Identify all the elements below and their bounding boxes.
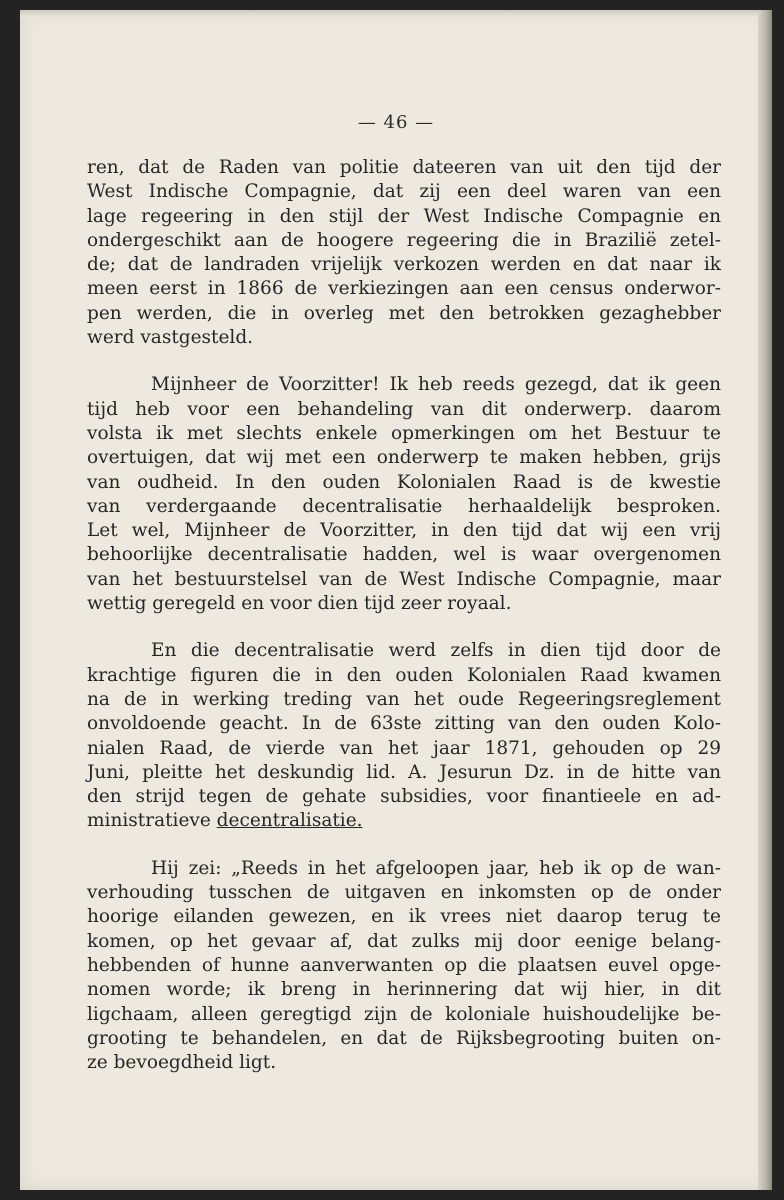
text-line: tijd heb voor een behandeling van dit onderwerp. daarom (87, 398, 721, 420)
text-line: na de in werking treding van het oude Regeeringsreglement (87, 688, 721, 710)
text-line: Mijnheer de Voorzitter! Ik heb reeds gezegd, dat ik geen (151, 374, 721, 396)
text-line: krachtige figuren die in den ouden Kolonialen Raad kwamen (87, 664, 721, 686)
text-line: ligchaam, alleen geregtigd zijn de koloniale huishoudelijke be- (87, 1003, 721, 1025)
text-line: lage regeering in den stijl der West Indische Compagnie en (87, 205, 721, 227)
text-line: ondergeschikt aan de hoogere regeering die in Brazilië zetel- (87, 229, 721, 251)
page-number: — 46 — (357, 112, 435, 133)
text-line: volsta ik met slechts enkele opmerkingen om het Bestuur te (87, 422, 721, 444)
text-line: grooting te behandelen, en dat de Rijksbegrooting buiten on- (87, 1027, 721, 1049)
text-line: pen werden, die in overleg met den betrokken gezaghebber (87, 302, 721, 324)
text-line (87, 809, 721, 833)
text-fragment: ministratieve (87, 810, 217, 832)
underlined-word: decentralisatie. (216, 810, 363, 832)
page-top-edge (20, 10, 772, 18)
text-line: den strijd tegen de gehate subsidies, voor finantieele en ad- (87, 786, 721, 808)
body-text (87, 156, 721, 1098)
text-line: behoorlijke decentralisatie hadden, wel is waar overgenomen (87, 544, 721, 566)
text-line: hebbenden of hunne aanverwanten op die plaatsen euvel opge- (87, 954, 721, 976)
book-page (20, 10, 772, 1190)
text-line: overtuigen, dat wij met een onderwerp te maken hebben, grijs (87, 447, 721, 469)
text-line: van oudheid. In den ouden Kolonialen Raad is de kwestie (87, 471, 721, 493)
text-line: nialen Raad, de vierde van het jaar 1871, gehouden op 29 (87, 737, 721, 759)
text-line: verhouding tusschen de uitgaven en inkomsten op de onder (87, 882, 721, 904)
text-line: wettig geregeld en voor dien tijd zeer royaal. (87, 593, 512, 615)
text-line: werd vastgesteld. (87, 327, 254, 349)
text-line: komen, op het gevaar af, dat zulks mij door eenige belang- (87, 930, 721, 952)
text-line: onvoldoende geacht. In de 63ste zitting van den ouden Kolo- (87, 713, 721, 735)
page-right-edge (758, 10, 772, 1190)
text-line: Juni, pleitte het deskundig lid. A. Jesurun Dz. in de hitte van (87, 761, 721, 783)
text-line: de; dat de landraden vrijelijk verkozen werden en dat naar ik (87, 254, 721, 276)
text-line: van verdergaande decentralisatie herhaaldelijk besproken. (87, 495, 721, 517)
paragraph-2 (87, 373, 721, 616)
text-line: En die decentralisatie werd zelfs in dien tijd door de (151, 640, 721, 662)
paragraph-4 (87, 857, 721, 1076)
paragraph-1 (87, 156, 721, 350)
text-line: van het bestuurstelsel van de West Indische Compagnie, maar (87, 568, 721, 590)
text-line: hoorige eilanden gewezen, en ik vrees niet daarop terug te (87, 906, 721, 928)
text-line: meen eerst in 1866 de verkiezingen aan een census onderwor- (87, 278, 721, 300)
text-line: ren, dat de Raden van politie dateeren van uit den tijd der (87, 157, 721, 178)
text-line: Let wel, Mijnheer de Voorzitter, in den tijd dat wij een vrij (87, 520, 721, 542)
text-line: Hij zei: „Reeds in het afgeloopen jaar, heb ik op de wan- (151, 857, 721, 879)
text-line: West Indische Compagnie, dat zij een deel waren van een (87, 181, 721, 203)
paragraph-3 (87, 639, 721, 833)
text-line: nomen worde; ik breng in herinnering dat wij hier, in dit (87, 979, 721, 1001)
text-line: ze bevoegdheid ligt. (87, 1052, 277, 1074)
